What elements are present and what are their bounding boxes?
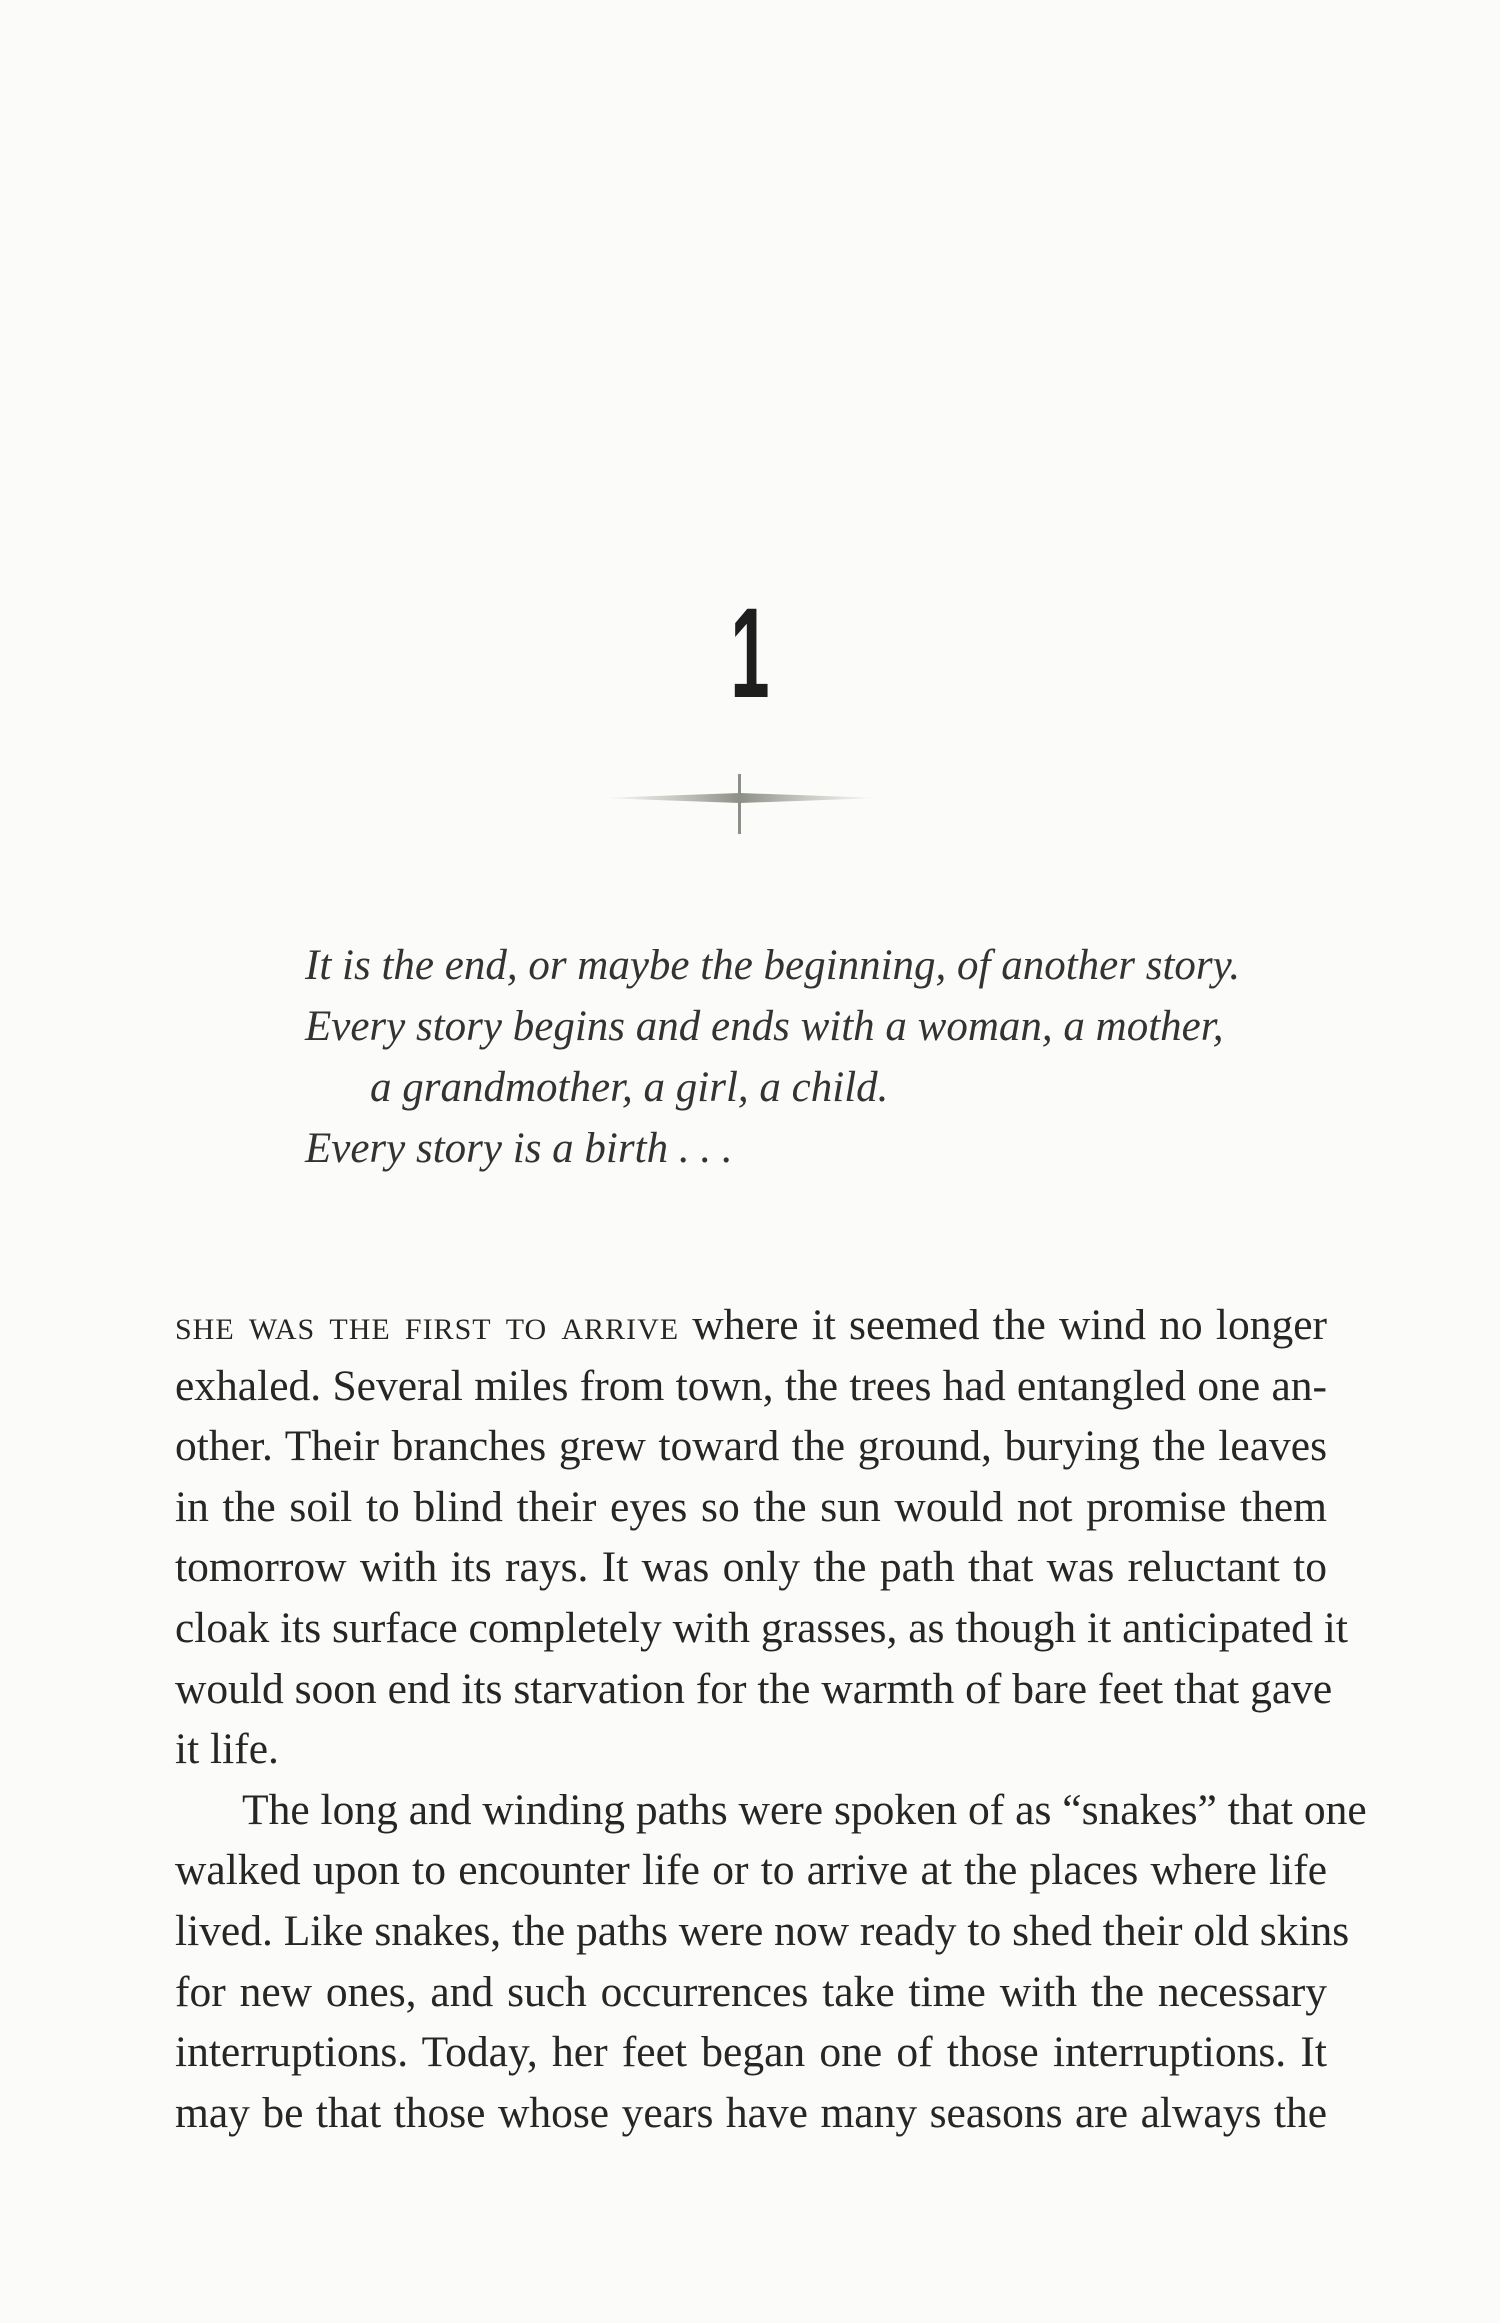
body-text <box>175 1295 1367 2143</box>
epigraph-line: It is the end, or maybe the beginning, of another story. <box>305 942 1241 989</box>
body-line <box>175 1295 1327 1356</box>
body-line: exhaled. Several miles from town, the trees had entangled one an- <box>175 1361 1327 1410</box>
body-line: for new ones, and such occurrences take time with the necessary <box>175 1967 1327 2016</box>
body-line: tomorrow with its rays. It was only the path that was reluctant to <box>175 1543 1327 1592</box>
body-line-text: where it seemed the wind no longer <box>679 1301 1327 1349</box>
body-line: lived. Like snakes, the paths were now ready to shed their old skins <box>175 1906 1350 1955</box>
epigraph-line: Every story begins and ends with a woman, a mother, <box>305 1003 1224 1050</box>
epigraph <box>305 935 1305 1179</box>
body-line: in the soil to blind their eyes so the sun would not promise them <box>175 1482 1327 1531</box>
body-line: may be that those whose years have many seasons are always the <box>175 2088 1327 2137</box>
body-line: would soon end its starvation for the warmth of bare feet that gave <box>175 1664 1333 1713</box>
body-line: other. Their branches grew toward the ground, burying the leaves <box>175 1422 1327 1471</box>
body-line: it life. <box>175 1725 279 1774</box>
body-line: The long and winding paths were spoken of as “snakes” that one <box>242 1785 1367 1834</box>
epigraph-line: Every story is a birth . . . <box>305 1125 733 1172</box>
opening-smallcaps: she was the first to arrive <box>175 1301 680 1349</box>
body-line: cloak its surface completely with grasses, as though it anticipated it <box>175 1603 1348 1652</box>
chapter-ornament-divider <box>590 760 890 850</box>
epigraph-line: a grandmother, a girl, a child. <box>370 1064 889 1111</box>
chapter-number: 1 <box>730 582 770 725</box>
body-line: interruptions. Today, her feet began one of those interruptions. It <box>175 2028 1327 2077</box>
body-line: walked upon to encounter life or to arrive at the places where life <box>175 1846 1327 1895</box>
